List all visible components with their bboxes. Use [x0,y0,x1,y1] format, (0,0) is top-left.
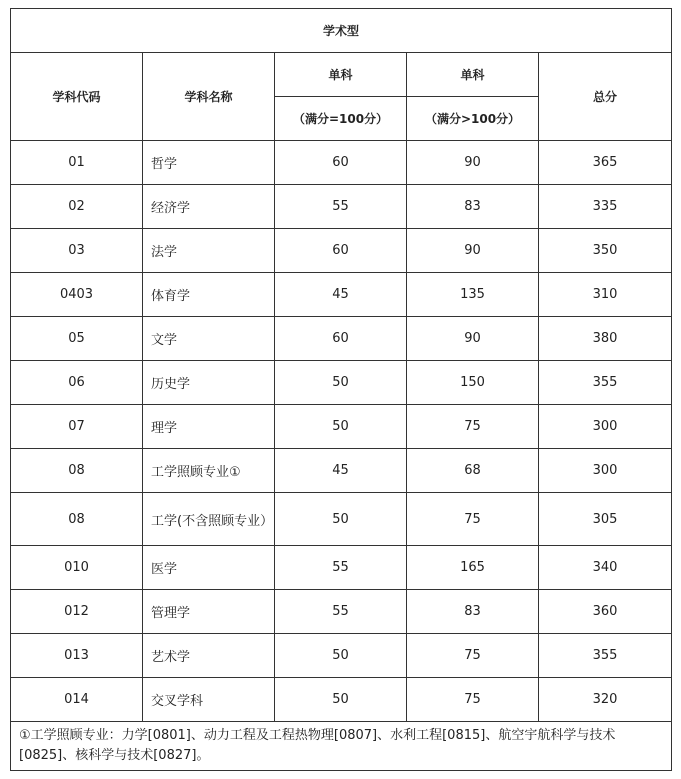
cell-single2: 90 [407,141,539,185]
cell-code: 08 [11,493,143,546]
cell-total: 310 [539,273,672,317]
cell-single1: 50 [275,634,407,678]
header-single1-sub: （满分=100分） [275,97,407,141]
cell-single2: 68 [407,449,539,493]
cell-single1: 60 [275,141,407,185]
table-row [11,546,672,590]
header-single2-sub: （满分>100分） [407,97,539,141]
cell-single2: 75 [407,634,539,678]
cell-name: 工学(不含照顾专业） [143,493,275,546]
cell-name: 体育学 [143,273,275,317]
cell-name: 管理学 [143,590,275,634]
header-single1: 单科 [275,53,407,97]
cell-name: 法学 [143,229,275,273]
table-row [11,229,672,273]
cell-code: 05 [11,317,143,361]
cell-total: 300 [539,405,672,449]
cell-total: 340 [539,546,672,590]
cell-name: 医学 [143,546,275,590]
cell-total: 365 [539,141,672,185]
cell-single2: 150 [407,361,539,405]
score-table [10,8,672,771]
cell-code: 01 [11,141,143,185]
title-row [11,9,672,53]
table-row [11,405,672,449]
cell-single1: 50 [275,361,407,405]
cell-single1: 60 [275,229,407,273]
cell-single2: 83 [407,185,539,229]
cell-single1: 55 [275,546,407,590]
header-code: 学科代码 [11,53,143,141]
footnote-row [11,722,672,771]
cell-single2: 165 [407,546,539,590]
table-row [11,590,672,634]
header-total: 总分 [539,53,672,141]
cell-name: 艺术学 [143,634,275,678]
cell-single1: 45 [275,273,407,317]
cell-single2: 90 [407,317,539,361]
cell-name: 历史学 [143,361,275,405]
cell-single2: 83 [407,590,539,634]
cell-single2: 75 [407,678,539,722]
header-row [11,53,672,97]
cell-single1: 55 [275,590,407,634]
header-name: 学科名称 [143,53,275,141]
cell-name: 交叉学科 [143,678,275,722]
table-row [11,361,672,405]
cell-single2: 135 [407,273,539,317]
cell-total: 380 [539,317,672,361]
footnote: ①工学照顾专业：力学[0801]、动力工程及工程热物理[0807]、水利工程[0815]、航空宇航科学与技术[0825]、核科学与技术[0827]。 [11,722,672,771]
cell-total: 305 [539,493,672,546]
cell-total: 350 [539,229,672,273]
table-body [11,141,672,722]
cell-single1: 55 [275,185,407,229]
table-row [11,449,672,493]
cell-code: 012 [11,590,143,634]
cell-total: 355 [539,634,672,678]
table-row [11,185,672,229]
cell-single2: 75 [407,493,539,546]
cell-total: 360 [539,590,672,634]
table-row [11,634,672,678]
table-row [11,493,672,546]
cell-code: 02 [11,185,143,229]
cell-single1: 50 [275,678,407,722]
cell-single1: 60 [275,317,407,361]
cell-name: 哲学 [143,141,275,185]
cell-code: 06 [11,361,143,405]
cell-name: 理学 [143,405,275,449]
cell-single1: 50 [275,493,407,546]
table-row [11,273,672,317]
cell-total: 335 [539,185,672,229]
cell-code: 0403 [11,273,143,317]
table-row [11,678,672,722]
cell-code: 08 [11,449,143,493]
cell-single1: 45 [275,449,407,493]
cell-single2: 90 [407,229,539,273]
table-row [11,141,672,185]
cell-total: 355 [539,361,672,405]
cell-code: 014 [11,678,143,722]
cell-single2: 75 [407,405,539,449]
cell-code: 013 [11,634,143,678]
cell-name: 经济学 [143,185,275,229]
table-title: 学术型 [11,9,672,53]
cell-name: 文学 [143,317,275,361]
cell-code: 03 [11,229,143,273]
cell-total: 320 [539,678,672,722]
table-row [11,317,672,361]
cell-name: 工学照顾专业① [143,449,275,493]
header-single2: 单科 [407,53,539,97]
cell-total: 300 [539,449,672,493]
cell-single1: 50 [275,405,407,449]
cell-code: 07 [11,405,143,449]
cell-code: 010 [11,546,143,590]
